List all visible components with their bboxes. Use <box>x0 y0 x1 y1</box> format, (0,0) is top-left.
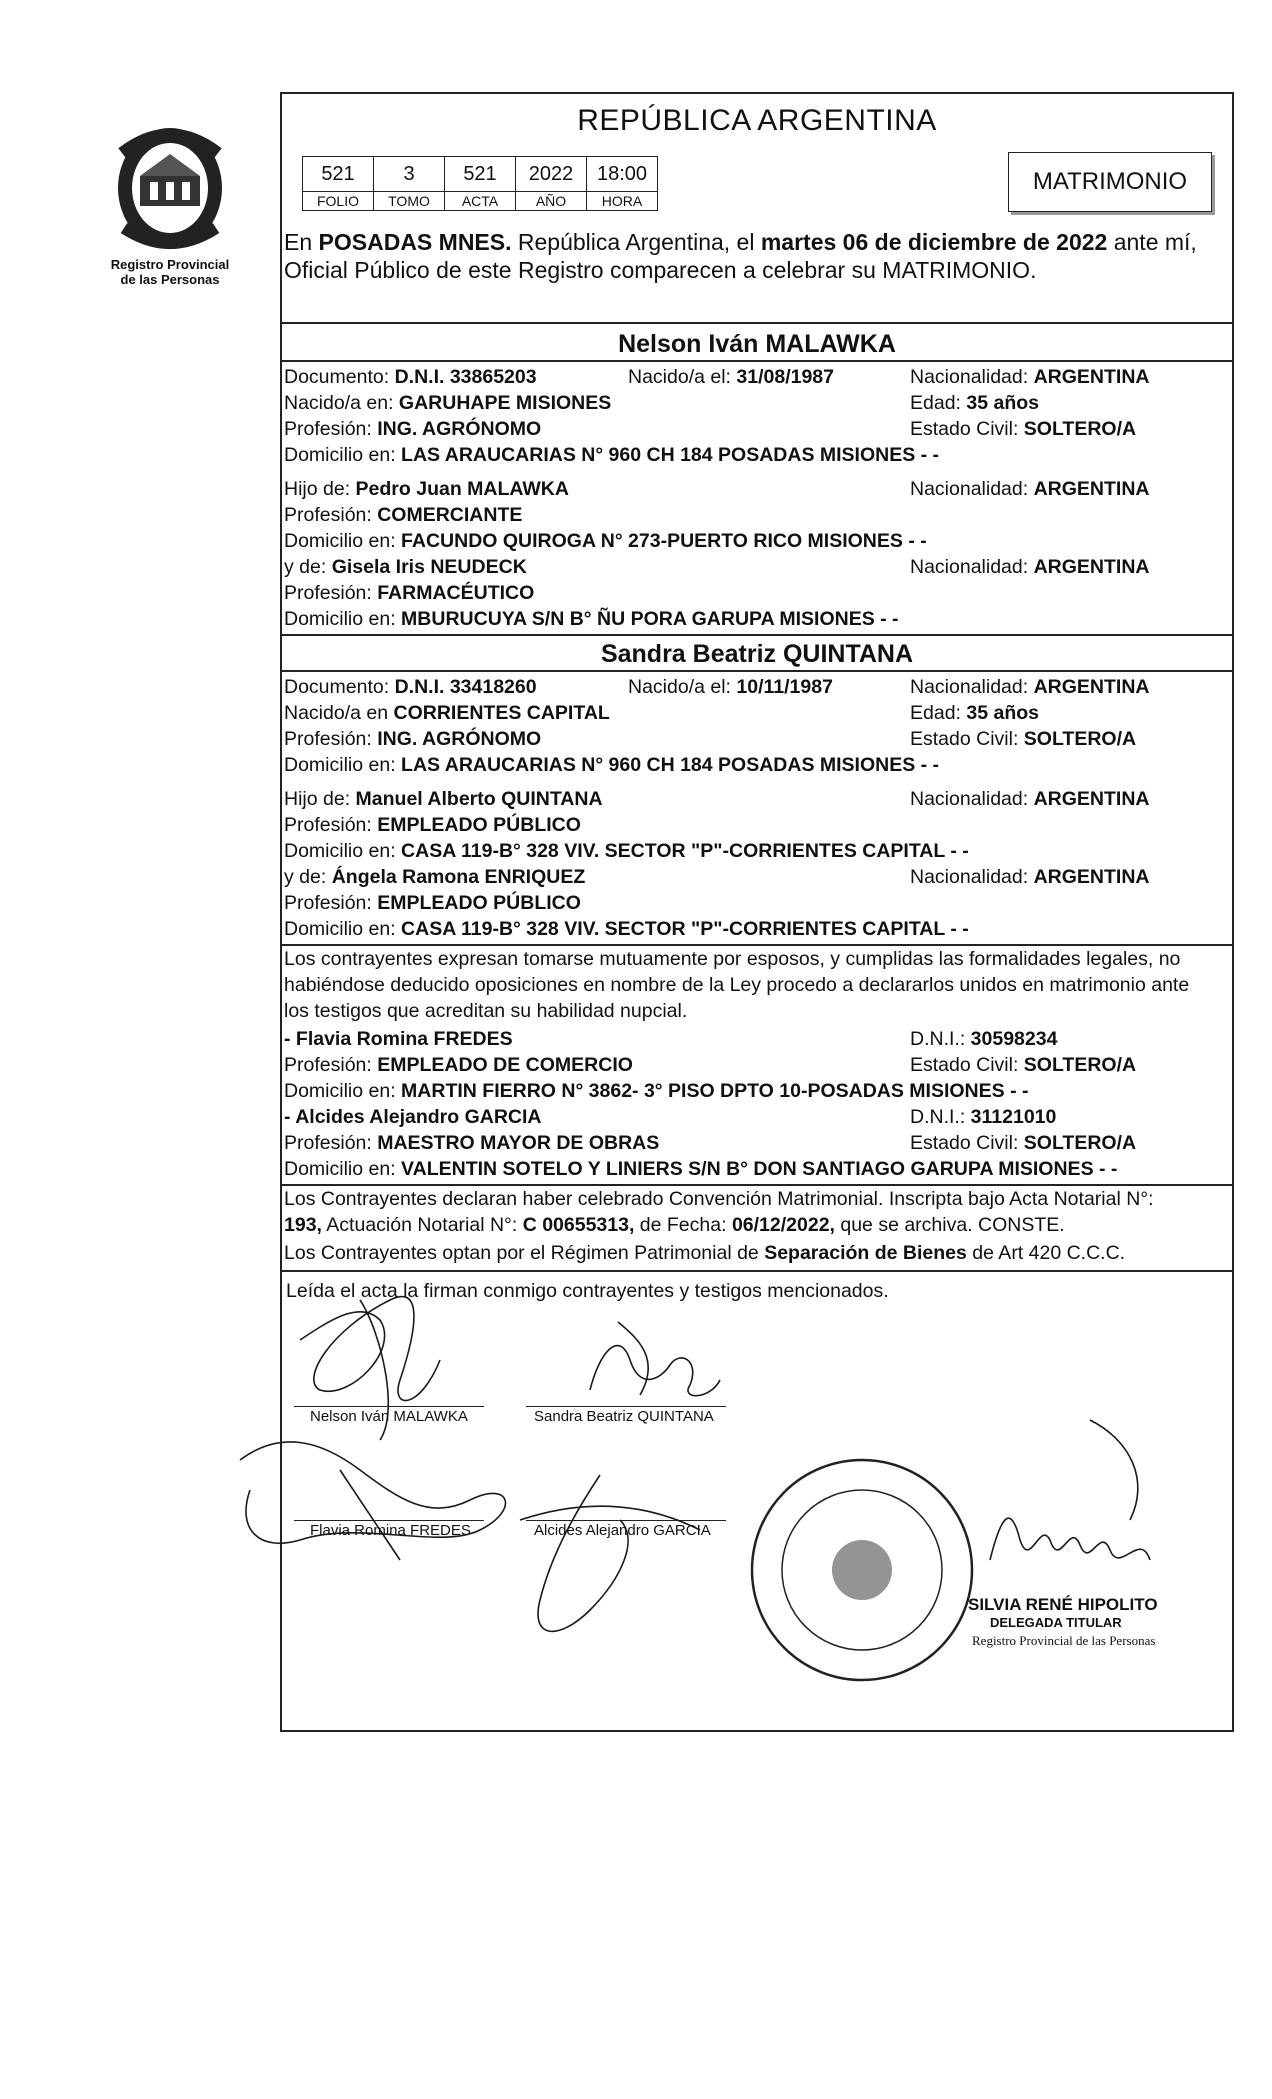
groom-name: Nelson Iván MALAWKA <box>618 330 896 358</box>
hora-value: 18:00 <box>587 157 658 192</box>
folio-label: FOLIO <box>303 192 374 211</box>
tomo-value: 3 <box>374 157 445 192</box>
hora-label: HORA <box>587 192 658 211</box>
signature-line <box>526 1520 726 1521</box>
signature-line <box>294 1406 484 1407</box>
bride-profession: Profesión: ING. AGRÓNOMO <box>284 728 542 750</box>
signature-caption-witness-2: Alcides Alejandro GARCIA <box>534 1522 711 1539</box>
witness-1-address: Domicilio en: MARTIN FIERRO N° 3862- 3° PISO DPTO 10-POSADAS MISIONES - - <box>284 1080 1029 1102</box>
divider <box>282 1184 1232 1186</box>
tomo-label: TOMO <box>374 192 445 211</box>
official-role: DELEGADA TITULAR <box>990 1615 1122 1630</box>
bride-birthplace: Nacido/a en CORRIENTES CAPITAL <box>284 702 610 724</box>
folio-value: 521 <box>303 157 374 192</box>
groom-mother: y de: Gisela Iris NEUDECK <box>284 556 527 578</box>
registry-logo <box>100 118 240 293</box>
witness-1-civil-status: Estado Civil: SOLTERO/A <box>910 1054 1137 1076</box>
act-type-box: MATRIMONIO <box>1008 152 1212 212</box>
groom-mother-address: Domicilio en: MBURUCUYA S/N B° ÑU PORA GARUPA MISIONES - - <box>284 608 899 630</box>
declaration-line-2: habiéndose deducido oposiciones en nombre de la Ley procedo a declararlos unidos en matrimonio ante <box>284 974 1190 996</box>
signature-caption-bride: Sandra Beatriz QUINTANA <box>534 1408 714 1425</box>
groom-profession: Profesión: ING. AGRÓNOMO <box>284 418 542 440</box>
witness-1-profession: Profesión: EMPLEADO DE COMERCIO <box>284 1054 633 1076</box>
acta-value: 521 <box>445 157 516 192</box>
divider <box>282 1270 1232 1272</box>
groom-age: Edad: 35 años <box>910 392 1040 414</box>
divider <box>282 670 1232 672</box>
witness-2-name: - Alcides Alejandro GARCIA <box>284 1106 542 1128</box>
intro-line-1: En POSADAS MNES. República Argentina, el martes 06 de diciembre de 2022 ante mí, <box>284 229 1197 255</box>
signature-line <box>294 1520 484 1521</box>
divider <box>282 944 1232 946</box>
witness-2-dni: D.N.I.: 31121010 <box>910 1106 1057 1128</box>
bride-name: Sandra Beatriz QUINTANA <box>600 640 914 668</box>
bride-age: Edad: 35 años <box>910 702 1040 724</box>
closing-text: Leída el acta la firman conmigo contrayentes y testigos mencionados. <box>286 1280 889 1302</box>
witness-2-civil-status: Estado Civil: SOLTERO/A <box>910 1132 1137 1154</box>
witness-1-name: - Flavia Romina FREDES <box>284 1028 513 1050</box>
country-title: REPÚBLICA ARGENTINA <box>577 104 937 137</box>
bride-nationality: Nacionalidad: ARGENTINA <box>910 676 1150 698</box>
bride-mother-address: Domicilio en: CASA 119-B° 328 VIV. SECTOR "P"-CORRIENTES CAPITAL - - <box>284 918 969 940</box>
groom-father-address: Domicilio en: FACUNDO QUIROGA N° 273-PUERTO RICO MISIONES - - <box>284 530 927 552</box>
convention-line-1: Los Contrayentes declaran haber celebrado Convención Matrimonial. Inscripta bajo Acta Notarial N°: <box>284 1188 1154 1210</box>
divider <box>282 322 1232 324</box>
groom-mother-profession: Profesión: FARMACÉUTICO <box>284 582 535 604</box>
signature-caption-witness-1: Flavia Romina FREDES <box>310 1522 471 1539</box>
bride-address: Domicilio en: LAS ARAUCARIAS N° 960 CH 184 POSADAS MISIONES - - <box>284 754 940 776</box>
intro-line-2: Oficial Público de este Registro comparecen a celebrar su MATRIMONIO. <box>284 257 1037 283</box>
bride-civil-status: Estado Civil: SOLTERO/A <box>910 728 1137 750</box>
groom-mother-nationality: Nacionalidad: ARGENTINA <box>910 556 1150 578</box>
bride-document: Documento: D.N.I. 33418260 <box>284 676 537 698</box>
divider <box>282 360 1232 362</box>
bride-father-address: Domicilio en: CASA 119-B° 328 VIV. SECTOR "P"-CORRIENTES CAPITAL - - <box>284 840 969 862</box>
bride-mother: y de: Ángela Ramona ENRIQUEZ <box>284 866 586 888</box>
bride-father-nationality: Nacionalidad: ARGENTINA <box>910 788 1150 810</box>
groom-father-nationality: Nacionalidad: ARGENTINA <box>910 478 1150 500</box>
groom-address: Domicilio en: LAS ARAUCARIAS N° 960 CH 184 POSADAS MISIONES - - <box>284 444 940 466</box>
convention-line-3: Los Contrayentes optan por el Régimen Patrimonial de Separación de Bienes de Art 420 C.C.C. <box>284 1242 1126 1264</box>
witness-2-profession: Profesión: MAESTRO MAYOR DE OBRAS <box>284 1132 660 1154</box>
groom-father: Hijo de: Pedro Juan MALAWKA <box>284 478 569 500</box>
provincial-emblem-icon <box>110 118 230 253</box>
anio-value: 2022 <box>516 157 587 192</box>
certificate-frame <box>280 92 1234 1732</box>
groom-birthplace: Nacido/a en: GARUHAPE MISIONES <box>284 392 612 414</box>
bride-mother-profession: Profesión: EMPLEADO PÚBLICO <box>284 892 581 914</box>
bride-birthdate: Nacido/a el: 10/11/1987 <box>628 676 833 698</box>
registry-caption: Registro Provincial de las Personas <box>110 257 230 287</box>
divider <box>282 634 1232 636</box>
convention-line-2: 193, Actuación Notarial N°: C 00655313, de Fecha: 06/12/2022, que se archiva. CONSTE. <box>284 1214 1065 1236</box>
witness-2-address: Domicilio en: VALENTIN SOTELO Y LINIERS S/N B° DON SANTIAGO GARUPA MISIONES - - <box>284 1158 1118 1180</box>
declaration-line-1: Los contrayentes expresan tomarse mutuamente por esposos, y cumplidas las formalidades legales, no <box>284 948 1181 970</box>
declaration-line-3: los testigos que acreditan su habilidad nupcial. <box>284 1000 688 1022</box>
groom-birthdate: Nacido/a el: 31/08/1987 <box>628 366 835 388</box>
acta-label: ACTA <box>445 192 516 211</box>
official-org: Registro Provincial de las Personas <box>972 1633 1156 1648</box>
bride-father: Hijo de: Manuel Alberto QUINTANA <box>284 788 603 810</box>
groom-nationality: Nacionalidad: ARGENTINA <box>910 366 1150 388</box>
groom-father-profession: Profesión: COMERCIANTE <box>284 504 523 526</box>
signature-caption-groom: Nelson Iván MALAWKA <box>310 1408 468 1425</box>
witness-1-dni: D.N.I.: 30598234 <box>910 1028 1058 1050</box>
bride-mother-nationality: Nacionalidad: ARGENTINA <box>910 866 1150 888</box>
groom-document: Documento: D.N.I. 33865203 <box>284 366 537 388</box>
groom-civil-status: Estado Civil: SOLTERO/A <box>910 418 1137 440</box>
registry-numbers-table <box>302 156 658 211</box>
bride-father-profession: Profesión: EMPLEADO PÚBLICO <box>284 814 581 836</box>
official-name: SILVIA RENÉ HIPOLITO <box>968 1595 1158 1614</box>
anio-label: AÑO <box>516 192 587 211</box>
signature-line <box>526 1406 726 1407</box>
